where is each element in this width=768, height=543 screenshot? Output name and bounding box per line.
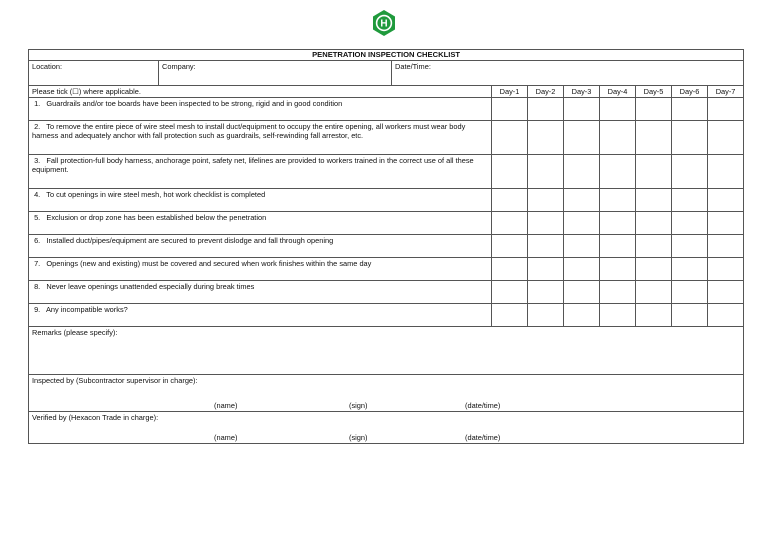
verified-by-label: Verified by (Hexacon Trade in charge): xyxy=(32,413,159,422)
remarks-field[interactable] xyxy=(29,327,744,375)
tick-cell[interactable] xyxy=(492,189,528,212)
item-number: 3. xyxy=(34,156,41,165)
item-number: 8. xyxy=(34,282,41,291)
tick-cell[interactable] xyxy=(528,98,564,121)
tick-cell[interactable] xyxy=(528,189,564,212)
day-header: Day-5 xyxy=(636,86,672,98)
instruction-text: Please tick (☐) where applicable. xyxy=(29,86,492,98)
day-header: Day-6 xyxy=(672,86,708,98)
datetime-label: Date/Time: xyxy=(395,62,431,71)
tick-cell[interactable] xyxy=(492,98,528,121)
item-number: 2. xyxy=(34,122,41,131)
tick-cell[interactable] xyxy=(672,155,708,189)
logo-letter: H xyxy=(380,18,388,30)
verified-name-caption: (name) xyxy=(214,433,238,442)
checklist-item xyxy=(29,98,744,121)
tick-cell[interactable] xyxy=(636,98,672,121)
tick-cell[interactable] xyxy=(600,212,636,235)
verified-by-section[interactable] xyxy=(29,412,744,444)
tick-cell[interactable] xyxy=(708,304,744,327)
inspected-by-label: Inspected by (Subcontractor supervisor in charge): xyxy=(32,376,198,385)
tick-cell[interactable] xyxy=(528,258,564,281)
inspected-date-caption: (date/time) xyxy=(465,401,501,410)
item-text: Installed duct/pipes/equipment are secured to prevent dislodge and fall through opening xyxy=(46,236,334,245)
hexacon-logo xyxy=(370,9,398,37)
item-text: Exclusion or drop zone has been established below the penetration xyxy=(46,213,267,222)
tick-cell[interactable] xyxy=(564,121,600,155)
tick-cell[interactable] xyxy=(708,189,744,212)
tick-cell[interactable] xyxy=(708,155,744,189)
tick-cell[interactable] xyxy=(672,258,708,281)
day-header: Day-1 xyxy=(492,86,528,98)
tick-cell[interactable] xyxy=(672,189,708,212)
checklist-item xyxy=(29,258,744,281)
checklist-item xyxy=(29,189,744,212)
tick-cell[interactable] xyxy=(564,281,600,304)
item-text: To remove the entire piece of wire steel mesh to install duct/equipment to occupy the entire opening, all workers must wear body harness and adequately anchor with fall protection such as guardrails, self-rewinding fall arrestor, etc. xyxy=(32,122,466,140)
tick-cell[interactable] xyxy=(600,155,636,189)
tick-cell[interactable] xyxy=(564,189,600,212)
tick-cell[interactable] xyxy=(636,304,672,327)
verified-date-caption: (date/time) xyxy=(465,433,501,442)
tick-cell[interactable] xyxy=(492,235,528,258)
day-header: Day-7 xyxy=(708,86,744,98)
tick-cell[interactable] xyxy=(564,304,600,327)
tick-cell[interactable] xyxy=(636,258,672,281)
tick-cell[interactable] xyxy=(492,304,528,327)
page-title: PENETRATION INSPECTION CHECKLIST xyxy=(29,50,744,61)
company-label: Company: xyxy=(162,62,196,71)
item-number: 6. xyxy=(34,236,41,245)
tick-cell[interactable] xyxy=(672,281,708,304)
tick-cell[interactable] xyxy=(708,121,744,155)
item-text: Any incompatible works? xyxy=(46,305,128,314)
verified-sign-caption: (sign) xyxy=(349,433,368,442)
tick-cell[interactable] xyxy=(600,281,636,304)
checklist-item xyxy=(29,155,744,189)
tick-cell[interactable] xyxy=(708,258,744,281)
item-text: Fall protection-full body harness, anchorage point, safety net, lifelines are provided to workers trained in the correct use of all these equipment. xyxy=(32,156,474,174)
item-text: Never leave openings unattended especially during break times xyxy=(46,282,255,291)
item-text: Guardrails and/or toe boards have been inspected to be strong, rigid and in good condition xyxy=(46,99,343,108)
company-field[interactable] xyxy=(159,61,392,86)
tick-cell[interactable] xyxy=(492,212,528,235)
tick-cell[interactable] xyxy=(528,121,564,155)
tick-cell[interactable] xyxy=(600,98,636,121)
tick-cell[interactable] xyxy=(672,235,708,258)
tick-cell[interactable] xyxy=(600,235,636,258)
tick-cell[interactable] xyxy=(708,98,744,121)
tick-cell[interactable] xyxy=(492,155,528,189)
tick-cell[interactable] xyxy=(492,281,528,304)
tick-cell[interactable] xyxy=(528,304,564,327)
checklist-table xyxy=(28,49,744,444)
tick-cell[interactable] xyxy=(636,212,672,235)
tick-cell[interactable] xyxy=(492,258,528,281)
tick-cell[interactable] xyxy=(492,121,528,155)
tick-cell[interactable] xyxy=(708,281,744,304)
tick-cell[interactable] xyxy=(564,155,600,189)
item-number: 5. xyxy=(34,213,41,222)
tick-cell[interactable] xyxy=(672,121,708,155)
inspected-name-caption: (name) xyxy=(214,401,238,410)
checklist-item xyxy=(29,212,744,235)
location-field[interactable] xyxy=(29,61,159,86)
day-header: Day-2 xyxy=(528,86,564,98)
tick-cell[interactable] xyxy=(528,235,564,258)
day-header: Day-3 xyxy=(564,86,600,98)
tick-cell[interactable] xyxy=(564,212,600,235)
item-number: 1. xyxy=(34,99,41,108)
tick-cell[interactable] xyxy=(564,98,600,121)
tick-cell[interactable] xyxy=(528,212,564,235)
tick-cell[interactable] xyxy=(708,212,744,235)
tick-cell[interactable] xyxy=(636,189,672,212)
item-number: 7. xyxy=(34,259,41,268)
tick-cell[interactable] xyxy=(636,281,672,304)
tick-cell[interactable] xyxy=(600,258,636,281)
datetime-field[interactable] xyxy=(392,61,744,86)
item-text: Openings (new and existing) must be covered and secured when work finishes within the same day xyxy=(46,259,372,268)
tick-cell[interactable] xyxy=(636,155,672,189)
tick-cell[interactable] xyxy=(564,258,600,281)
day-header: Day-4 xyxy=(600,86,636,98)
inspected-by-section[interactable] xyxy=(29,375,744,412)
tick-cell[interactable] xyxy=(636,121,672,155)
tick-cell[interactable] xyxy=(600,189,636,212)
tick-cell[interactable] xyxy=(600,121,636,155)
remarks-label: Remarks (please specify): xyxy=(32,328,118,337)
tick-cell[interactable] xyxy=(564,235,600,258)
item-text: To cut openings in wire steel mesh, hot work checklist is completed xyxy=(46,190,266,199)
location-label: Location: xyxy=(32,62,62,71)
tick-cell[interactable] xyxy=(528,155,564,189)
item-number: 4. xyxy=(34,190,41,199)
tick-cell[interactable] xyxy=(672,212,708,235)
item-number: 9. xyxy=(34,305,41,314)
checklist-item xyxy=(29,235,744,258)
tick-cell[interactable] xyxy=(708,235,744,258)
inspected-sign-caption: (sign) xyxy=(349,401,368,410)
checklist-item xyxy=(29,121,744,155)
tick-cell[interactable] xyxy=(672,98,708,121)
checklist-item xyxy=(29,304,744,327)
tick-cell[interactable] xyxy=(672,304,708,327)
tick-cell[interactable] xyxy=(600,304,636,327)
tick-cell[interactable] xyxy=(528,281,564,304)
tick-cell[interactable] xyxy=(636,235,672,258)
checklist-item xyxy=(29,281,744,304)
